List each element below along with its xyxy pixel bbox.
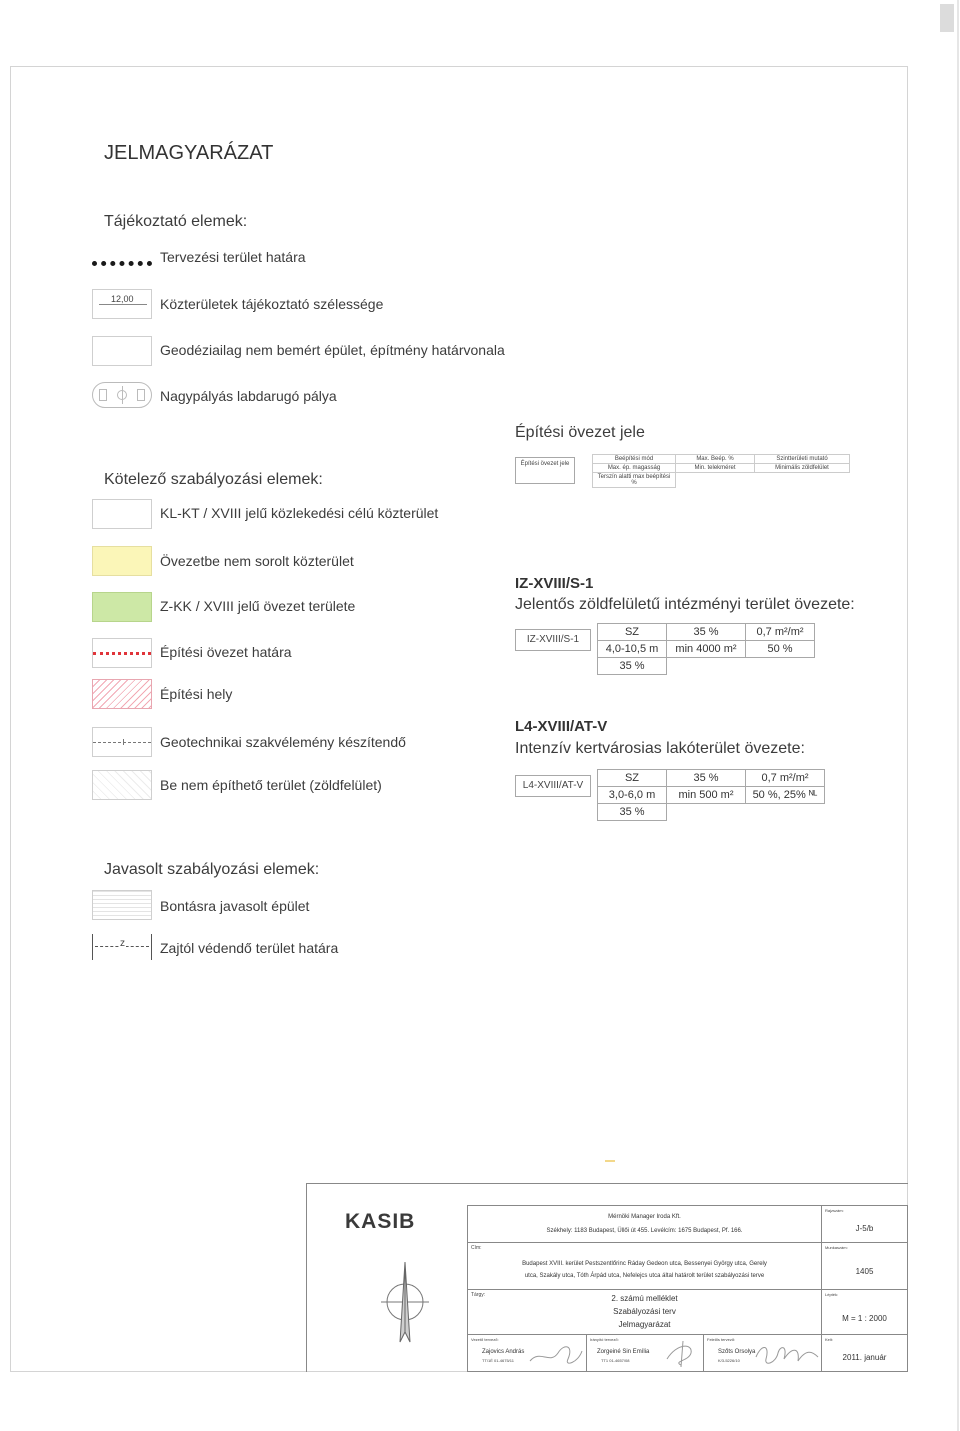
drawing-number: J-5/b	[855, 1224, 874, 1233]
demolition-symbol	[92, 890, 152, 920]
zone-key-heading: Építési övezet jele	[515, 424, 645, 441]
mandatory-item-green-zone: Z-KK / XVIII jelű övezet területe	[160, 598, 356, 614]
company-address: Székhely: 1183 Budapest, Üllői út 455. Levélcím: 1675 Budapest, Pf. 166.	[546, 1228, 743, 1234]
unbuildable-green-hatch	[92, 770, 152, 800]
mandatory-item-building-site: Építési hely	[160, 686, 233, 702]
north-arrow-icon	[379, 1258, 431, 1348]
info-item-street-width: Közterületek tájékoztató szélessége	[160, 296, 384, 312]
scale: M = 1 : 2000	[842, 1314, 887, 1323]
building-site-hatch	[92, 679, 152, 709]
location-line-2: utca, Szakály utca, Tóth Árpád utca, Nefelejcs utca által határolt terület szabályozási terve	[524, 1273, 765, 1279]
zone1-r1-c1: SZ	[598, 624, 667, 641]
zone2-r3-c1: 35 %	[598, 804, 667, 821]
kelt-label: Kelt:	[825, 1337, 834, 1342]
subject-line-2: Szabályozási terv	[613, 1307, 676, 1316]
zone-key-c3-r1: Szintterületi mutató	[755, 455, 850, 464]
lead-designer-cell	[467, 1334, 587, 1372]
scale-cell	[821, 1289, 908, 1335]
zone-key-table	[592, 454, 850, 488]
responsible-designer-cell	[703, 1334, 822, 1372]
zone-key-c1-r2: Max. ép. magasság	[593, 464, 676, 473]
company-cell	[467, 1205, 822, 1243]
job-number-cell	[821, 1242, 908, 1290]
p1-id: TT/1É 01-4675/11	[482, 1358, 514, 1363]
mandatory-item-unbuildable: Be nem építhető terület (zöldfelület)	[160, 777, 382, 793]
date: 2011. január	[842, 1353, 887, 1362]
zone2-r2-c1: 3,0-6,0 m	[598, 787, 667, 804]
p3-name: Szőts Orsolya	[718, 1349, 756, 1355]
title-block	[306, 1183, 908, 1372]
legend-title: JELMAGYARÁZAT	[104, 142, 274, 164]
p2-signature	[663, 1339, 701, 1369]
p3-signature	[754, 1339, 820, 1369]
zone-boundary-symbol	[92, 638, 152, 668]
planning-boundary-symbol	[92, 245, 152, 269]
job-number: 1405	[855, 1267, 874, 1276]
p3-role: Felelős tervező:	[707, 1337, 736, 1342]
scan-speck	[605, 1160, 615, 1162]
p1-role: Vezető tervező:	[471, 1337, 499, 1342]
zone-key-label-box: Építési övezet jele	[515, 457, 575, 484]
p2-name: Zorgeiné Sin Emília	[597, 1349, 650, 1355]
zone2-description: Intenzív kertvárosias lakóterület övezete:	[515, 740, 805, 757]
zone1-r2-c3: 50 %	[746, 641, 815, 658]
location-line-1: Budapest XVIII. kerület Pestszentlőrinc Ráday Gedeon utca, Bessenyei György utca, Gerely	[522, 1261, 767, 1267]
green-zone-swatch	[92, 592, 152, 622]
unzoned-public-area-swatch	[92, 546, 152, 576]
mandatory-heading: Kötelező szabályozási elemek:	[104, 471, 323, 488]
scan-mark	[940, 4, 954, 32]
zone2-r2-c2: min 500 m²	[667, 787, 746, 804]
scan-edge-line	[957, 0, 959, 1431]
zone1-r3-c1: 35 %	[598, 658, 667, 675]
subject-cell	[467, 1289, 822, 1335]
p1-signature	[528, 1339, 584, 1369]
mandatory-item-transport: KL-KT / XVIII jelű közlekedési célú közterület	[160, 505, 439, 521]
zone2-r1-c3: 0,7 m²/m²	[746, 770, 825, 787]
proposed-item-demolition: Bontásra javasolt épület	[160, 898, 310, 914]
zone1-label: IZ-XVIII/S-1	[515, 629, 591, 651]
zone2-label: L4-XVIII/AT-V	[515, 775, 591, 797]
proposed-item-noise-boundary: Zajtól védendő terület határa	[160, 940, 339, 956]
proposed-heading: Javasolt szabályozási elemek:	[104, 861, 320, 878]
p2-role: Irányító tervező:	[590, 1337, 619, 1342]
zone-key-c1-r1: Beépítési mód	[593, 455, 676, 464]
drawing-number-cell	[821, 1205, 908, 1243]
info-item-planning-boundary: Tervezési terület határa	[160, 249, 306, 265]
zone2-r2-c3: 50 %, 25% ᴺᴸ	[746, 787, 825, 804]
p3-id: K/3-5226/10	[718, 1358, 740, 1363]
location-cell	[467, 1242, 822, 1290]
mandatory-item-zone-boundary: Építési övezet határa	[160, 644, 292, 660]
zone-key-c2-r2: Min. telekméret	[676, 464, 755, 473]
transport-area-symbol	[92, 499, 152, 529]
zone2-params-table	[597, 769, 825, 821]
football-pitch-icon	[92, 382, 152, 408]
munkaszam-label: Munkaszám:	[825, 1245, 848, 1250]
width-indicator-symbol: 12,00	[92, 289, 152, 319]
kasib-logo: KASIB	[345, 1210, 416, 1233]
zone1-r2-c2: min 4000 m²	[667, 641, 746, 658]
lepték-label: Lépték:	[825, 1292, 839, 1297]
mandatory-item-unzoned: Övezetbe nem sorolt közterület	[160, 553, 354, 569]
managing-designer-cell	[586, 1334, 704, 1372]
mandatory-item-geotechnical: Geotechnikai szakvélemény készítendő	[160, 734, 406, 750]
p2-id: TT1 01-4657/08	[601, 1358, 630, 1363]
rajzszam-label: Rajzszám:	[825, 1208, 844, 1213]
geotechnical-symbol	[92, 727, 152, 757]
zone1-r2-c1: 4,0-10,5 m	[598, 641, 667, 658]
zone2-r1-c1: SZ	[598, 770, 667, 787]
cim-label: Cím:	[471, 1245, 482, 1251]
noise-boundary-symbol: z	[92, 934, 152, 960]
unsurveyed-building-symbol	[92, 336, 152, 366]
company-name: Mérnöki Manager Iroda Kft.	[608, 1214, 681, 1220]
zone1-r1-c2: 35 %	[667, 624, 746, 641]
zone1-params-table	[597, 623, 815, 675]
subject-line-3: Jelmagyarázat	[618, 1320, 671, 1329]
targy-label: Tárgy:	[471, 1292, 486, 1298]
zone1-r1-c3: 0,7 m²/m²	[746, 624, 815, 641]
zone-key-c2-r1: Max. Beép. %	[676, 455, 755, 464]
info-item-football-pitch: Nagypályás labdarugó pálya	[160, 388, 337, 404]
subject-line-1: 2. számú melléklet	[611, 1294, 678, 1303]
zone2-code: L4-XVIII/AT-V	[515, 718, 608, 735]
zone1-description: Jelentős zöldfelületű intézményi terület övezete:	[515, 596, 855, 613]
info-heading: Tájékoztató elemek:	[104, 213, 248, 230]
zone2-r1-c2: 35 %	[667, 770, 746, 787]
zone-key-c1-r3: Terszín alatti max beépítési %	[593, 473, 676, 488]
date-cell	[821, 1334, 908, 1372]
zone-key-c3-r2: Minimális zöldfelület	[755, 464, 850, 473]
zone1-code: IZ-XVIII/S-1	[515, 575, 594, 592]
info-item-unsurveyed: Geodéziailag nem bemért épület, építmény határvonala	[160, 342, 505, 358]
p1-name: Zajovics András	[482, 1349, 525, 1355]
